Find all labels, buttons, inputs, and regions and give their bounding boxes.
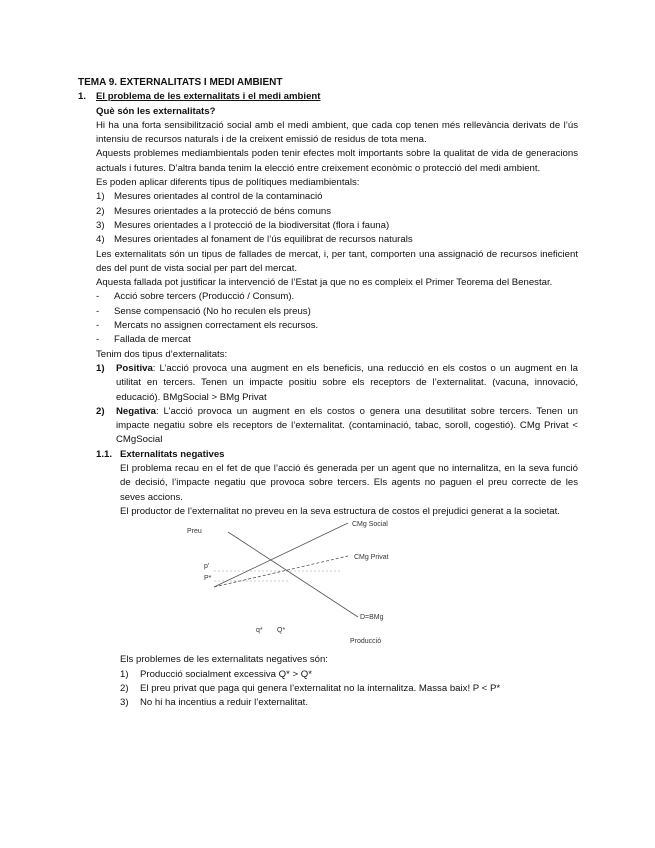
paragraph: Tenim dos tipus d’externalitats:: [96, 348, 228, 360]
subsection-title: Externalitats negatives: [120, 448, 225, 460]
series-line-demand: [228, 532, 358, 617]
question-heading: Què són les externalitats?: [96, 105, 216, 117]
x-tick-label: q*: [256, 627, 263, 635]
list-item: - Mercats no assignen correctament els recursos.: [96, 320, 319, 332]
paragraph: Aquests problemes mediambientals poden tenir efectes molt importants sobre la qualitat de vida de generacions actuals i futures. D’altra banda tenim la elecció entre creixement econòmic o protecció del medi ambient.: [96, 148, 578, 174]
section-heading: [78, 90, 578, 104]
document-page: [78, 76, 578, 710]
list-item: 3) No hi ha incentius a reduir l’externalitat.: [120, 697, 308, 709]
dash-list: [78, 290, 578, 347]
paragraph: El productor de l’externalitat no preveu en la seva estructura de costos el prejudici generat a la societat.: [120, 505, 560, 517]
series-line-cmg-social: [214, 523, 348, 587]
x-tick-label: Q*: [277, 627, 286, 635]
list-item: 1) Producció socialment excessiva Q* > Q*: [120, 668, 312, 680]
section-title: El problema de les externalitats i el medi ambient: [96, 91, 321, 103]
policy-list: [78, 190, 578, 247]
list-item: 1) Mesures orientades al control de la contaminació: [96, 191, 323, 203]
paragraph: El problema recau en el fet de que l’acció és generada per un agent que no internalitza, en la seva funció de decisió, l’impacte negatiu que provoca sobre tercers. Els agents no paguen el preu correcte de les seves accions.: [120, 463, 578, 503]
section-number: 1.: [78, 91, 87, 103]
list-item: - Fallada de mercat: [96, 334, 191, 346]
type-label: Negativa: [116, 405, 156, 417]
externality-types-list: [78, 362, 578, 448]
list-item: 2) Negativa: L’acció provoca un augment en els costos o genera una desutilitat sobre tercers. Tenen un impacte negatiu sobre els receptors de l’externalitat. (contaminació, tabac, soroll, cogestió). CMg Privat < CMgSocial: [96, 405, 578, 446]
list-item: 3) Mesures orientades a l protecció de la biodiversitat (flora i fauna): [96, 219, 390, 231]
list-item: 4) Mesures orientades al fonament de l’ús equilibrat de recursos naturals: [96, 234, 413, 246]
paragraph: Aquesta fallada pot justificar la intervenció de l’Estat ja que no es compleix el Primer Teorema del Benestar.: [96, 277, 553, 289]
subsection-number: 1.1.: [96, 448, 113, 460]
list-item: - Acció sobre tercers (Producció / Consum).: [96, 291, 295, 303]
problems-list: [78, 668, 578, 711]
series-label-demand: D=BMg: [360, 614, 384, 622]
paragraph: Es poden aplicar diferents tipus de polítiques mediambientals:: [96, 177, 360, 189]
chart-svg: [78, 519, 578, 653]
document-title: TEMA 9. EXTERNALITATS I MEDI AMBIENT: [78, 77, 283, 88]
paragraph: Les externalitats són un tipus de fallades de mercat, i, per tant, comporten una assignació de recursos ineficient des del punt de vista social per part del mercat.: [96, 248, 578, 274]
externality-chart: [78, 519, 578, 653]
type-label: Positiva: [116, 362, 153, 374]
y-tick-label: P*: [204, 575, 212, 583]
list-item: - Sense compensació (No ho reculen els preus): [96, 305, 311, 317]
list-item: 1) Positiva: L’acció provoca una augment en els beneficis, una reducció en els costos o un augment en la utilitat en tercers. Tenen un impacte positiu sobre els receptors de l’externalitat. (vacuna, innovació, educació). BMgSocial > BMg Privat: [96, 362, 578, 403]
series-label-cmg-privat: CMg Privat: [354, 554, 389, 562]
series-label-cmg-social: CMg Social: [352, 521, 388, 529]
subsection-heading: [96, 448, 578, 462]
paragraph: Els problemes de les externalitats negatives són:: [120, 654, 328, 666]
y-tick-label: p': [204, 563, 210, 571]
list-item: 2) El preu privat que paga qui genera l’externalitat no la internalitza. Massa baix! P < P*: [120, 682, 501, 694]
y-axis-label: Preu: [187, 528, 202, 536]
x-axis-label: Producció: [350, 638, 382, 646]
list-item: 2) Mesures orientades a la protecció de béns comuns: [96, 205, 332, 217]
paragraph: Hi ha una forta sensibilització social amb el medi ambient, que cada cop tenen més rellevància derivats de l’ús intensiu de recursos naturals i de la creixent emissió de residus de tota mena.: [96, 119, 578, 146]
series-line-cmg-privat: [214, 556, 348, 587]
